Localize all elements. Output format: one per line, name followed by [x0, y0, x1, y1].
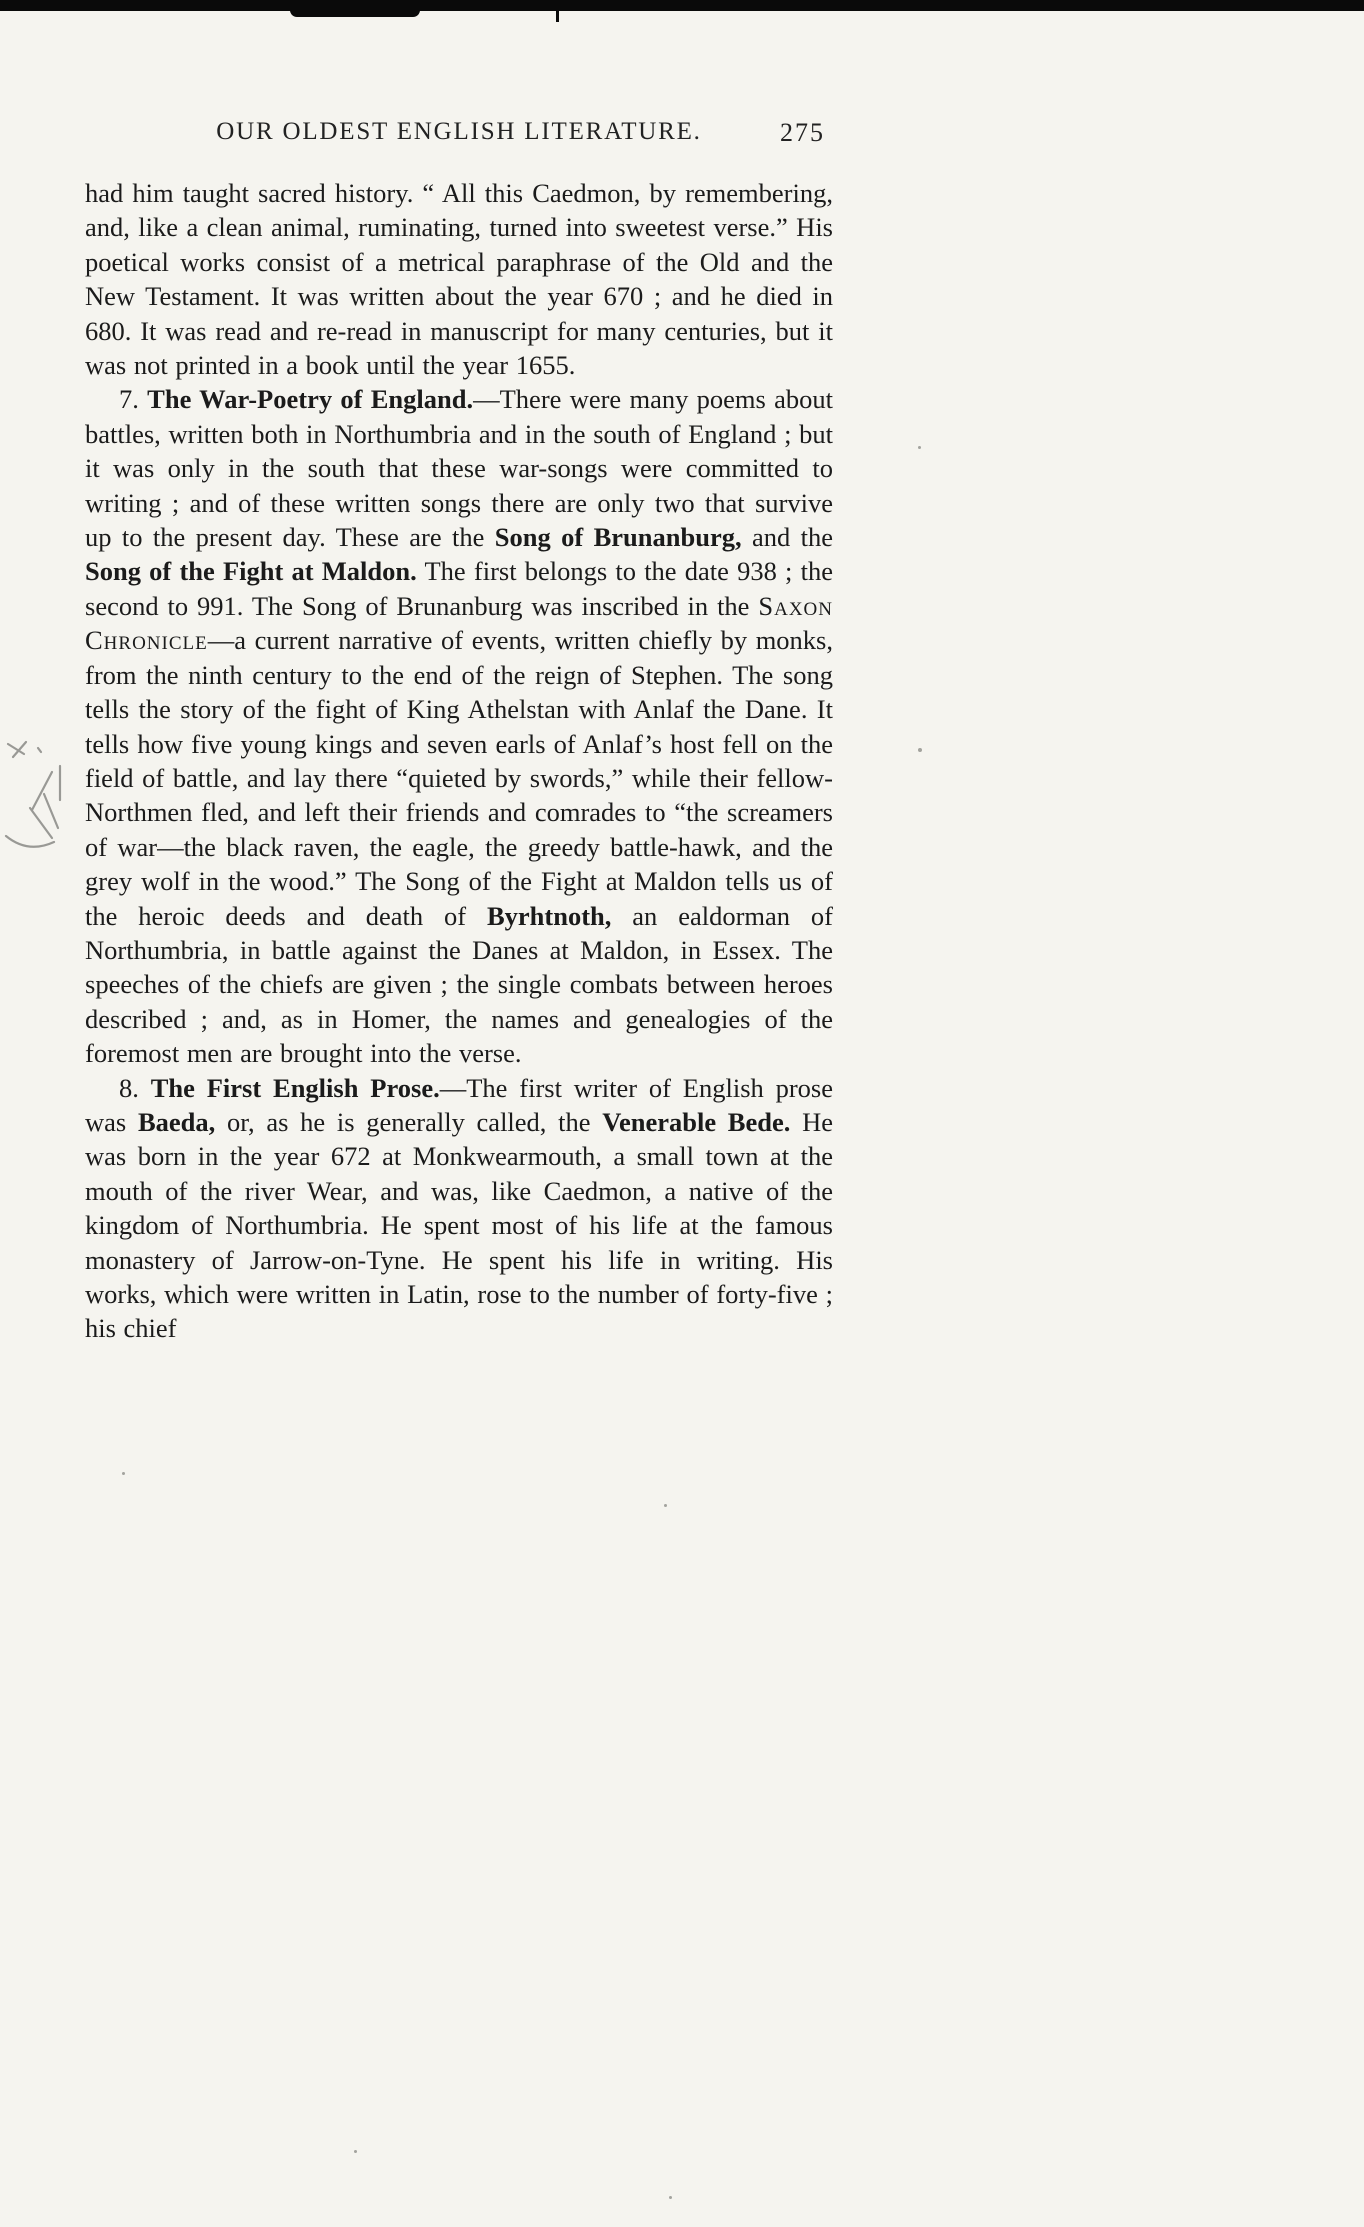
- text-segment-bold: Venerable Bede.: [602, 1106, 791, 1137]
- text-segment-normal: and the: [741, 522, 833, 553]
- text-segment-bold: The First English Prose.: [150, 1072, 440, 1103]
- text-segment-bold: Byrhtnoth,: [486, 900, 612, 931]
- text-segment-normal: —The first writer of English prose was: [85, 1072, 834, 1137]
- paragraph: [85, 382, 833, 1070]
- text-segment-smallcaps: Saxon Chronicle: [85, 590, 833, 656]
- paragraph: [85, 176, 833, 382]
- running-head: [85, 118, 833, 152]
- text-segment-bold: The War-Poetry of England.: [147, 384, 474, 415]
- text-segment-normal: 8.: [119, 1072, 151, 1103]
- text-segment-normal: or, as he is generally called, the: [215, 1106, 603, 1137]
- text-segment-normal: 7.: [119, 384, 148, 415]
- scan-speck: [918, 748, 922, 752]
- text-segment-normal: —There were many poems about battles, written both in Northumbria and in the south of England ; but it was only in the south that these war-songs were committed to writing ; and of these written songs there are only two that survive up to the present day. These are the: [85, 384, 833, 553]
- scan-speck: [664, 1504, 667, 1507]
- scan-speck: [354, 2150, 357, 2153]
- scan-speck: [122, 1472, 125, 1475]
- text-segment-normal: had him taught sacred history. “ All this Caedmon, by remembering, and, like a clean animal, ruminating, turned into sweetest verse.” His poetical works consist of a metrical paraphrase of the Old and the New Testament. It was written about the year 670 ; and he died in 680. It was read and re-read in manuscript for many centuries, but it was not printed in a book until the year 1655.: [85, 178, 833, 381]
- page-body: [85, 176, 833, 1346]
- page-number: 275: [780, 118, 825, 147]
- scan-speck: [669, 2196, 672, 2199]
- text-segment-bold: Song of Brunanburg,: [494, 522, 742, 553]
- scan-dark-edge: [0, 0, 1364, 11]
- margin-pencil-annotation: [0, 724, 80, 864]
- scan-dark-edge-blob: [290, 0, 420, 17]
- scan-speck: [918, 446, 921, 449]
- text-segment-bold: Baeda,: [137, 1106, 216, 1137]
- page-title: OUR OLDEST ENGLISH LITERATURE.: [216, 118, 702, 145]
- paragraph: [85, 1071, 833, 1346]
- text-segment-normal: He was born in the year 672 at Monkwearmouth, a small town at the mouth of the river Wear, and was, like Caedmon, a native of the kingdom of Northumbria. He spent most of his life at the famous monastery of Jarrow-on-Tyne. He spent his life in writing. His works, which were written in Latin, rose to the number of forty-five ; his chief: [85, 1106, 833, 1344]
- text-segment-bold: Song of the Fight at Maldon.: [85, 556, 417, 587]
- text-segment-normal: The first belongs to the date 938 ; the second to 991. The Song of Brunanburg was inscribed in the: [85, 556, 833, 621]
- scan-dark-edge-tick: [556, 8, 559, 22]
- text-segment-normal: —a current narrative of events, written chiefly by monks, from the ninth century to the end of the reign of Stephen. The song tells the story of the fight of King Athelstan with Anlaf the Dane. It tells how five young kings and seven earls of Anlaf’s host fell on the field of battle, and lay there “quieted by swords,” while their fellow-Northmen fled, and left their friends and comrades to “the screamers of war—the black raven, the eagle, the greedy battle-hawk, and the grey wolf in the wood.” The Song of the Fight at Maldon tells us of the heroic deeds and death of: [85, 625, 833, 931]
- text-segment-normal: an ealdorman of Northumbria, in battle against the Danes at Maldon, in Essex. The speeches of the chiefs are given ; the single combats between heroes described ; and, as in Homer, the names and genealogies of the foremost men are brought into the verse.: [85, 900, 833, 1069]
